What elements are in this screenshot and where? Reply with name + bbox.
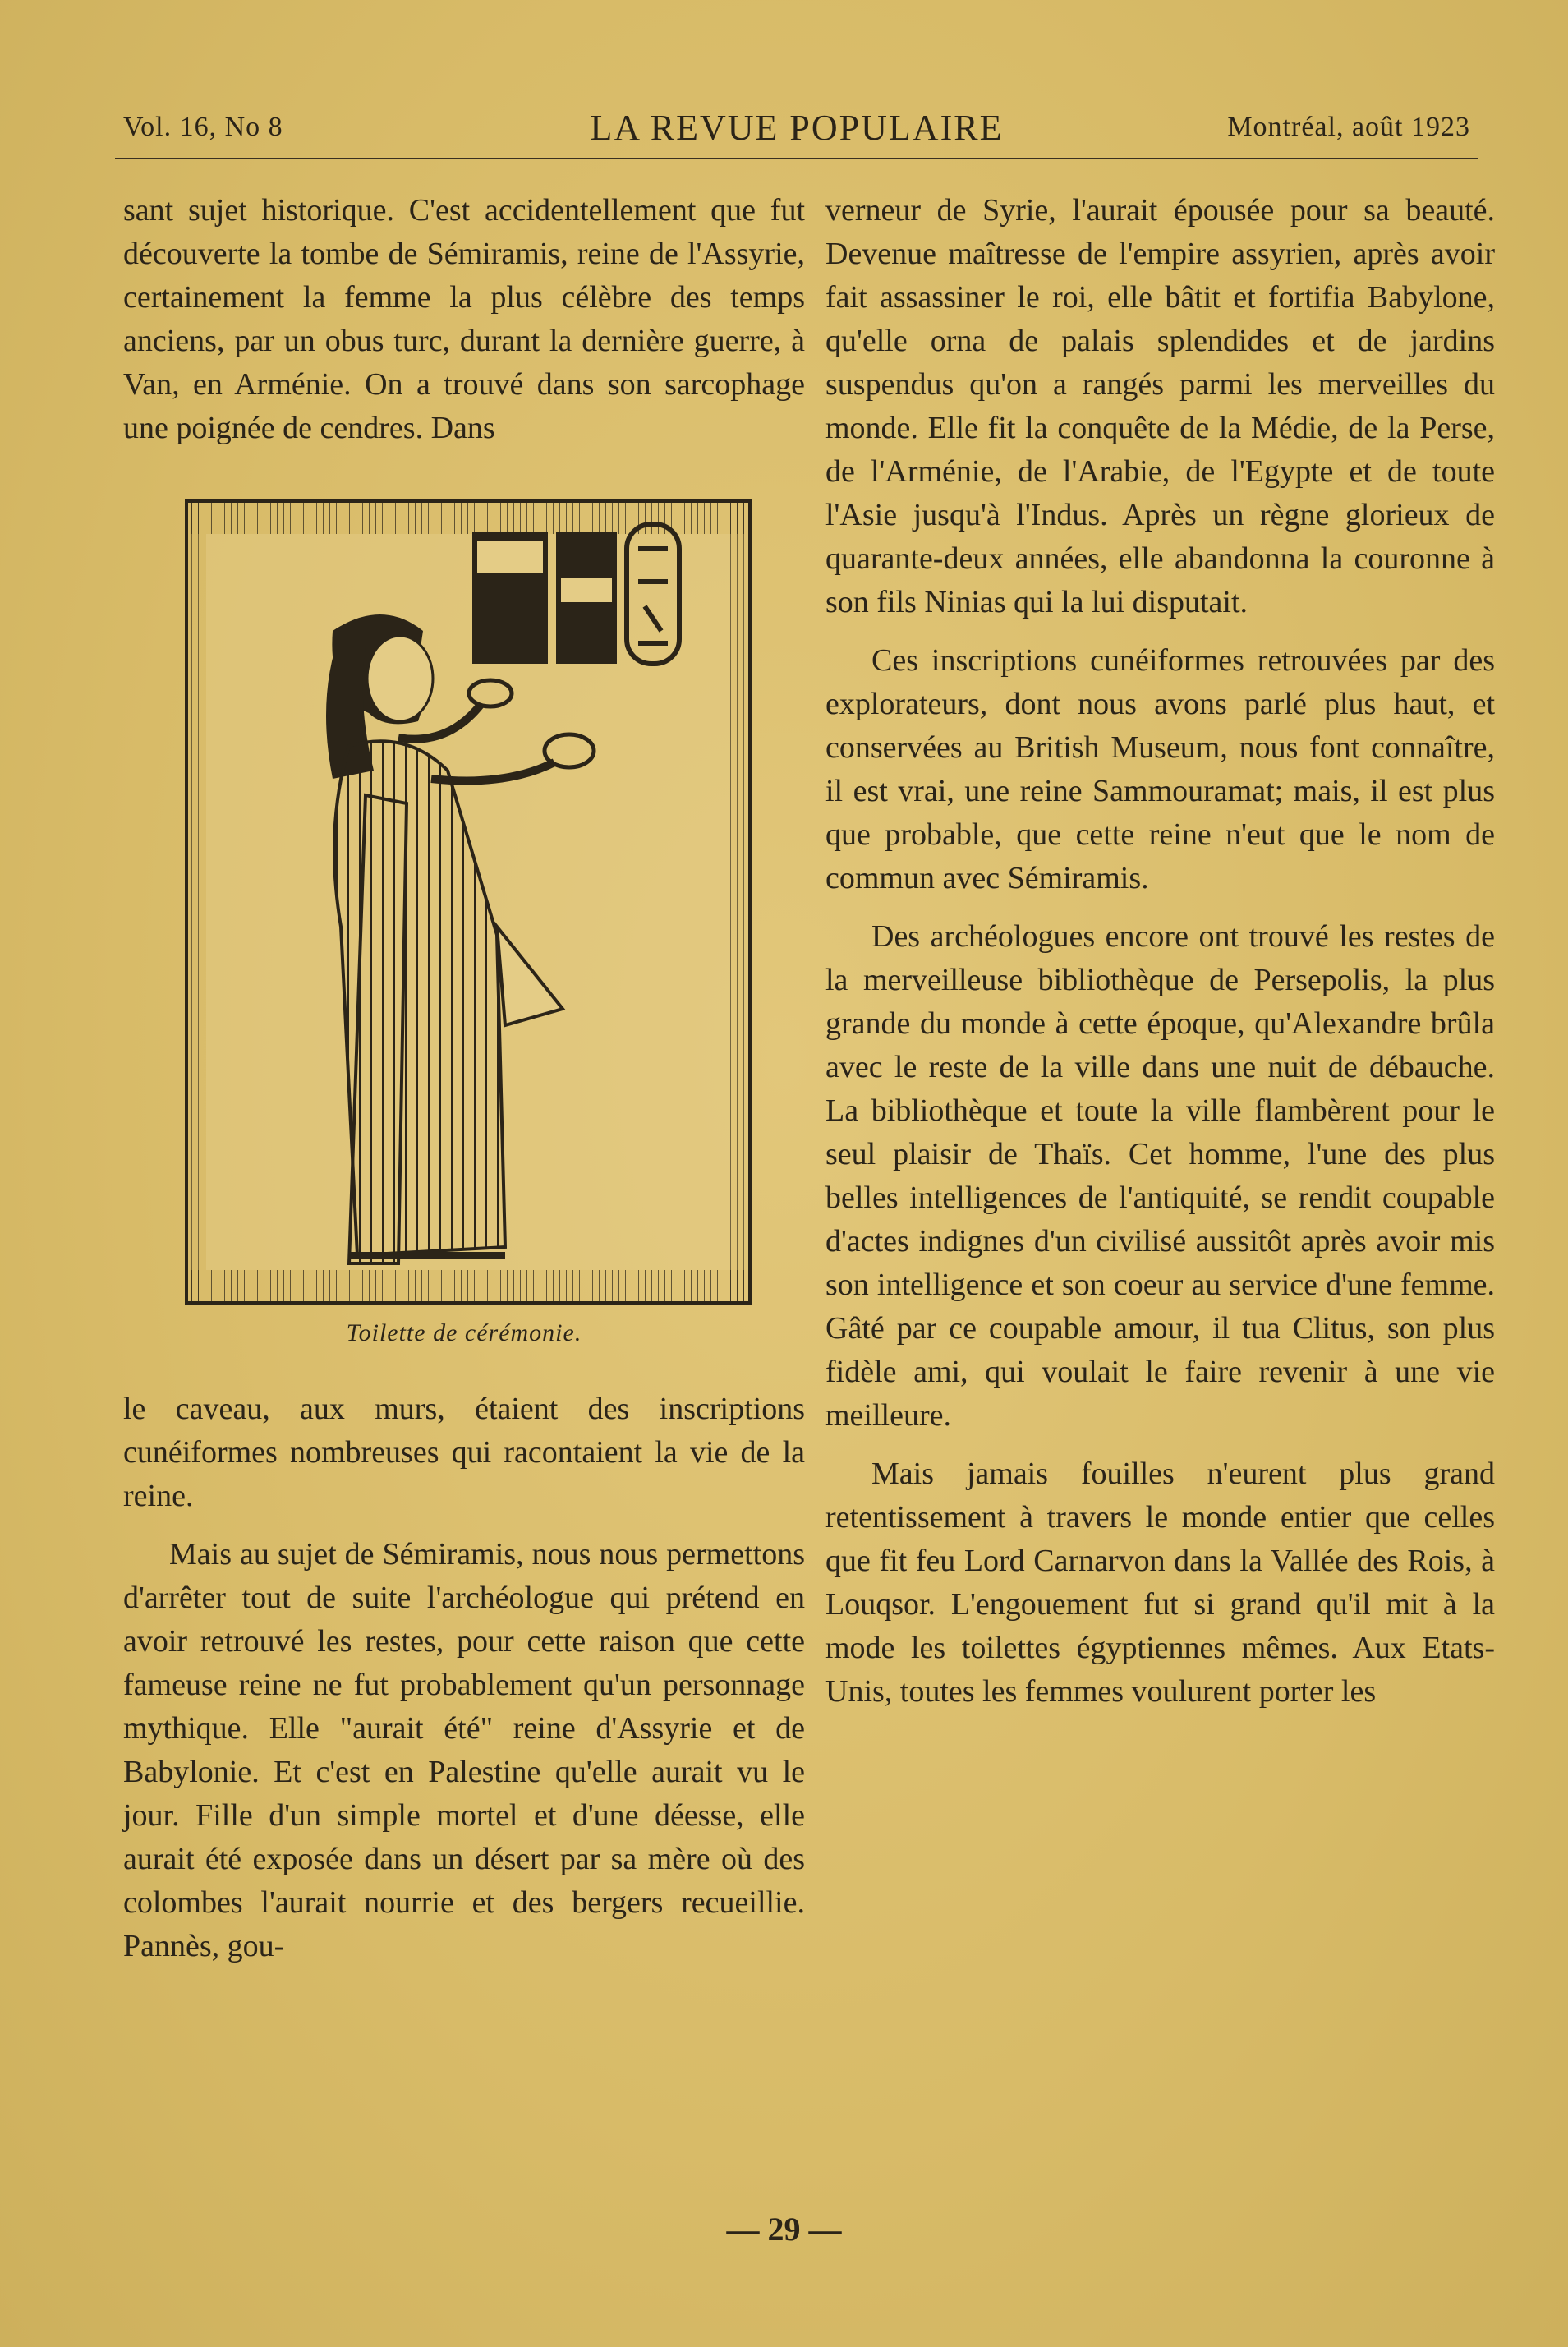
running-header [123, 104, 1470, 153]
header-rule [115, 158, 1478, 159]
illustration-drawing [185, 499, 752, 1305]
paragraph: Mais jamais fouilles n'eurent plus grand retentissement à travers le monde entier que celles que fit feu Lord Carnarvon dans la Vallée des Rois, à Louqsor. L'engouement fut si grand qu'il mit à la mode les toilettes égyptiennes mêmes. Aux Etats-Unis, toutes les femmes voulurent porter les [825, 1457, 1495, 1709]
volume-number: Vol. 16, No 8 [123, 112, 283, 142]
egyptian-woman-illustration [185, 499, 752, 1305]
paragraph: Mais au sujet de Sémiramis, nous nous permettons d'arrêter tout de suite l'archéologue qui prétend en avoir retrouvé les restes, pour cette raison que cette fameuse reine ne fut probablement qu'un personnage mythique. Elle "aurait été" reine d'Assyrie et de Babylonie. Et c'est en Palestine qu'elle aurait vu le jour. Fille d'un simple mortel et d'une déesse, elle aurait été exposée dans un désert par sa mère où des colombes l'aurait nourrie et des bergers recueillie. Pannès, gou- [123, 1537, 805, 1963]
page-number: — 29 — [726, 2211, 842, 2248]
paragraph: le caveau, aux murs, étaient des inscriptions cunéiformes nombreuses qui racontaient la vie de la reine. [123, 1392, 805, 1513]
paragraph: sant sujet historique. C'est accidentellement que fut découverte la tombe de Sémiramis, reine de l'Assyrie, certainement la femme la plus célèbre des temps anciens, par un obus turc, durant la dernière guerre, à Van, en Arménie. On a trouvé dans son sarcophage une poignée de cendres. Dans [123, 193, 805, 445]
paragraph: verneur de Syrie, l'aurait épousée pour sa beauté. Devenue maîtresse de l'empire assyrien, après avoir fait assassiner le roi, elle bâtit et fortifia Babylone, qu'elle orna de palais splendides et de jardins suspendus qu'on a rangés parmi les merveilles du monde. Elle fit la conquête de la Médie, de la Perse, de l'Arménie, de l'Arabie, de l'Egypte et de toute l'Asie jusqu'à l'Indus. Après un règne glorieux de quarante-deux années, elle abandonna la couronne à son fils Ninias qui la lui disputait. [825, 193, 1495, 619]
paragraph: Des archéologues encore ont trouvé les restes de la merveilleuse bibliothèque de Persepolis, la plus grande du monde à cette époque, qu'Alexandre brûla avec le reste de la ville dans une nuit de débauche. La bibliothèque et toute la ville flambèrent pour le seul plaisir de Thaïs. Cet homme, l'une des plus belles intelligences de l'antiquité, se rendit coupable d'actes indignes d'un civilisé aussitôt après avoir mis son intelligence et son coeur au service d'une femme. Gâté par ce coupable amour, il tua Clitus, son plus fidèle ami, qui voulait le faire revenir à une vie meilleure. [825, 919, 1495, 1433]
paragraph: Ces inscriptions cunéiformes retrouvées par des explorateurs, dont nous avons parlé plus haut, et conservées au British Museum, nous font connaître, il est vrai, une reine Sammouramat; mais, il est plus que probable, que cette reine n'eut que le nom de commun avec Sémiramis. [825, 643, 1495, 895]
figure-caption: Toilette de cérémonie. [346, 1319, 582, 1346]
issue-date: Montréal, août 1923 [1227, 112, 1470, 142]
left-column [123, 189, 805, 1968]
magazine-title: LA REVUE POPULAIRE [590, 108, 1004, 148]
right-column [825, 189, 1495, 1714]
